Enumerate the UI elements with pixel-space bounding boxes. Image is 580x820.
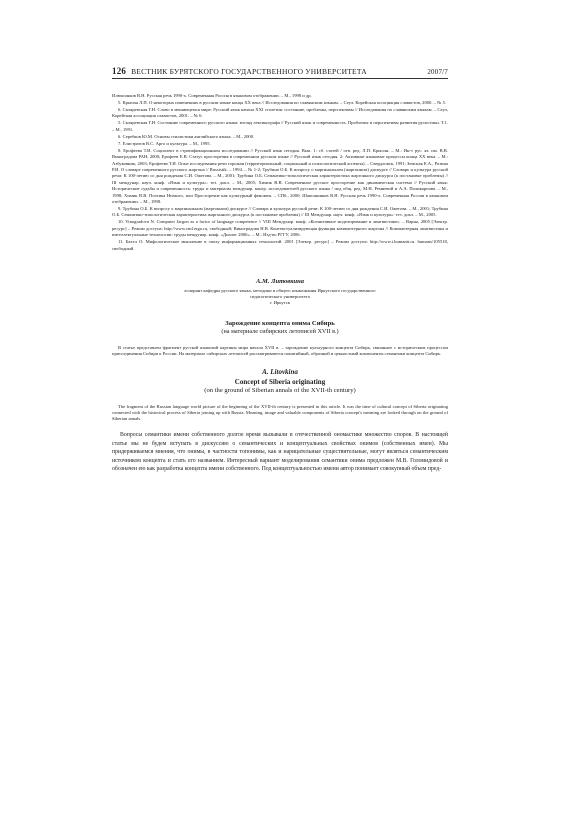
reference-item: 10. Vinogradova N. Computer Jargon as a factor of language competence // VIII Междунар. конф. «Когнитивное моделирование в лингвистике». – Варна, 2005 [Электр. ресурс] – Режим доступа: http://www.cml.ergo.ru, свободный; Виноградова Н.В. Контекстуализирующая функция компьютерного жаргона // Компьютерная лингвистика и интеллектуальные технологии: труды междунар. конф. «Диалог 2006». – М.: Изд-во РГГУ, 2006. bbox=[112, 219, 448, 238]
reference-list bbox=[112, 93, 448, 252]
body-paragraph: Вопросы семантики имени собственного долгое время вызывали в отечественной ономастике множество споров. В настоящей статье мы не будем вступать в дискуссию о семантических и концептуальных свойствах онимов (собственных имен). Мы придерживаемся мнения, что онимы, в частности топонимы, как и нарицательные существительные, могут являться семантическим источником концепта и стать его названием. Интересный вариант моделирования семантики онима предложен М.В. Голомидовой и обозначен ею как разработка концепта имени собственного. Под концептуальностью имени автор понимает совокупный объем пред- bbox=[112, 432, 448, 473]
reference-item: 5. Скляревская Г.Н. Состояние современного русского языка: взгляд лексикографа // Русский язык и современность. Проблемы и перспективы развития русистики. Т.1. – М., 1991. bbox=[112, 120, 448, 132]
journal-title: ВЕСТНИК БУРЯТСКОГО ГОСУДАРСТВЕННОГО УНИВЕРСИТЕТА bbox=[131, 67, 367, 76]
article-title-en: Concept of Siberia originating bbox=[234, 377, 326, 386]
author-affiliation bbox=[112, 288, 448, 306]
author-name-ru: А.М. Литовкина bbox=[256, 278, 304, 286]
reference-item: Илюшонков В.Н. Русская речь 1990-х. Современная Россия в языковом отображении. – М., 1998 и др. bbox=[112, 93, 312, 98]
running-head bbox=[112, 66, 448, 79]
reference-item: 5. Крысин Л.П. О некоторых изменениях в русском языке конца XX века // Исследования по славянским языкам. – Сеул: Корейская ассоциация славистов, 2000. – № 5. bbox=[118, 100, 447, 105]
abstract-ru: В статье представлен фрагмент русской языковой картины мира начала XVII в. – зарождение культурного концепта Сибирь, связанное с историческим процессом присоединения Сибири к России. На материале сибирских летописей рассматриваются понятийный, образный и ценностный компоненты семантики концепта Сибирь. bbox=[112, 345, 448, 357]
article-subtitle-ru: (на материале сибирских летописей XVII в.) bbox=[221, 328, 339, 336]
page-number: 126 bbox=[112, 66, 127, 76]
affiliation-line: педагогического университета bbox=[250, 294, 310, 300]
reference-item: 8. Ерофеева Т.И. Социолект в стратификационном исследовании // Русский язык сегодня. Вып. 1: сб. статей / отв. ред. Л.П. Крысин. – М.: Ин-т рус. яз. им. В.В. Виноградова РАН, 2000; Ерофеев Е.В. Статус просторечия в современном русском языке // Русский язык сегодня. 2: Активные языковые процессы конца XX века. – М.: Азбуковник, 2003; Ерофеева Т.И. Опыт исследования речи горожан (территориальный, социальный и психологический аспекты). – Свердловск, 1991; Земская Е.А., Розина Р.И. О словаре современного русского жаргона // Russistik. – 1994. – № 1-2; Трубина О.Б. К вопросу о маргинальном (жаргонном) дискурсе // Словарь и культура русской речи: К 100-летию со дня рождения С.И. Ожегова. – М., 2001; Трубина О.Б. Семантико-типологическая характеристика жаргонного дискурса (к постановке проблемы) // III междунар. науч. конф. «Язык и культура»: тез. докл. – М., 2005; Химик В.В. Современное русское просторечие как динамическая система // Русский язык: Исторические судьбы и современность: труды и материалы междунар. конгр. исследователей русского языка / под общ. ред. М.Н. Ремневой и А.А. Поликарпова. – М., 1998; Химик В.В. Поэтика Низкого, или Просторечие как культурный феномен. – СПб., 2000; Шапошников В.Н. Русская речь 1990-х. Современная Россия в языковом отображении. – М., 1998. bbox=[112, 147, 448, 205]
article-title-ru: Зарождение концепта онима Сибирь bbox=[225, 320, 335, 328]
affiliation-line: аспирант кафедры русского языка, методики и общего языкознания Иркутского государственного bbox=[184, 288, 376, 294]
article-subtitle-en: (on the ground of Siberian annals of the XVII-th century) bbox=[204, 386, 356, 394]
reference-item: 6. Серебков Ю.М. Основы стилистики английского языка. – М., 2000. bbox=[118, 133, 255, 139]
affiliation-city: г. Иркутск bbox=[269, 300, 291, 306]
reference-item: 6. Скляревская Г.Н. Слово в меняющемся мире: Русский язык начала XXI столетия: состояние, проблемы, перспективы // Исследования по славянским языкам. – Сеул, Корейская ассоциация славистов, 2001. – № 6. bbox=[112, 107, 448, 119]
reference-item: 7. Елистратов В.С. Арго и культура. – М., 1995. bbox=[118, 140, 211, 146]
article-ru-header bbox=[112, 278, 448, 335]
reference-item: 9. Трубина О.Б. К вопросу о маргинальном (жаргонном) дискурсе // Словарь и культура русской речи: К 100-летию со дня рождения С.И. Ожегова. – М., 2001; Трубина О.Б. Семантико-типологическая характеристика жаргонного дискурса (к постановке проблемы) // III Междунар. науч. конф. «Язык и культура»: тез. докл. – М., 2005. bbox=[112, 206, 448, 218]
issue-number: 2007/7 bbox=[427, 68, 448, 76]
author-name-en: A. Litovkina bbox=[262, 367, 298, 376]
reference-item: 11. Бахтл О. Мифологическое мышление в эпоху информационных технологий. 2001 [Электр. ресурс] – Режим доступа: http://www.i.humanit.ru. humans/105518, свободный. bbox=[112, 239, 448, 251]
abstract-en: The fragment of the Russian language world picture of the beginning of the XVII-th century is presented in this article. It was the time of cultural concept of Siberia originating connected with the historical process of Siberia joining up with Russia. Meaning, image and valuable components of Siberia concept's meaning are looked through on the ground of Siberian annals. bbox=[112, 403, 448, 421]
journal-page bbox=[112, 66, 448, 474]
